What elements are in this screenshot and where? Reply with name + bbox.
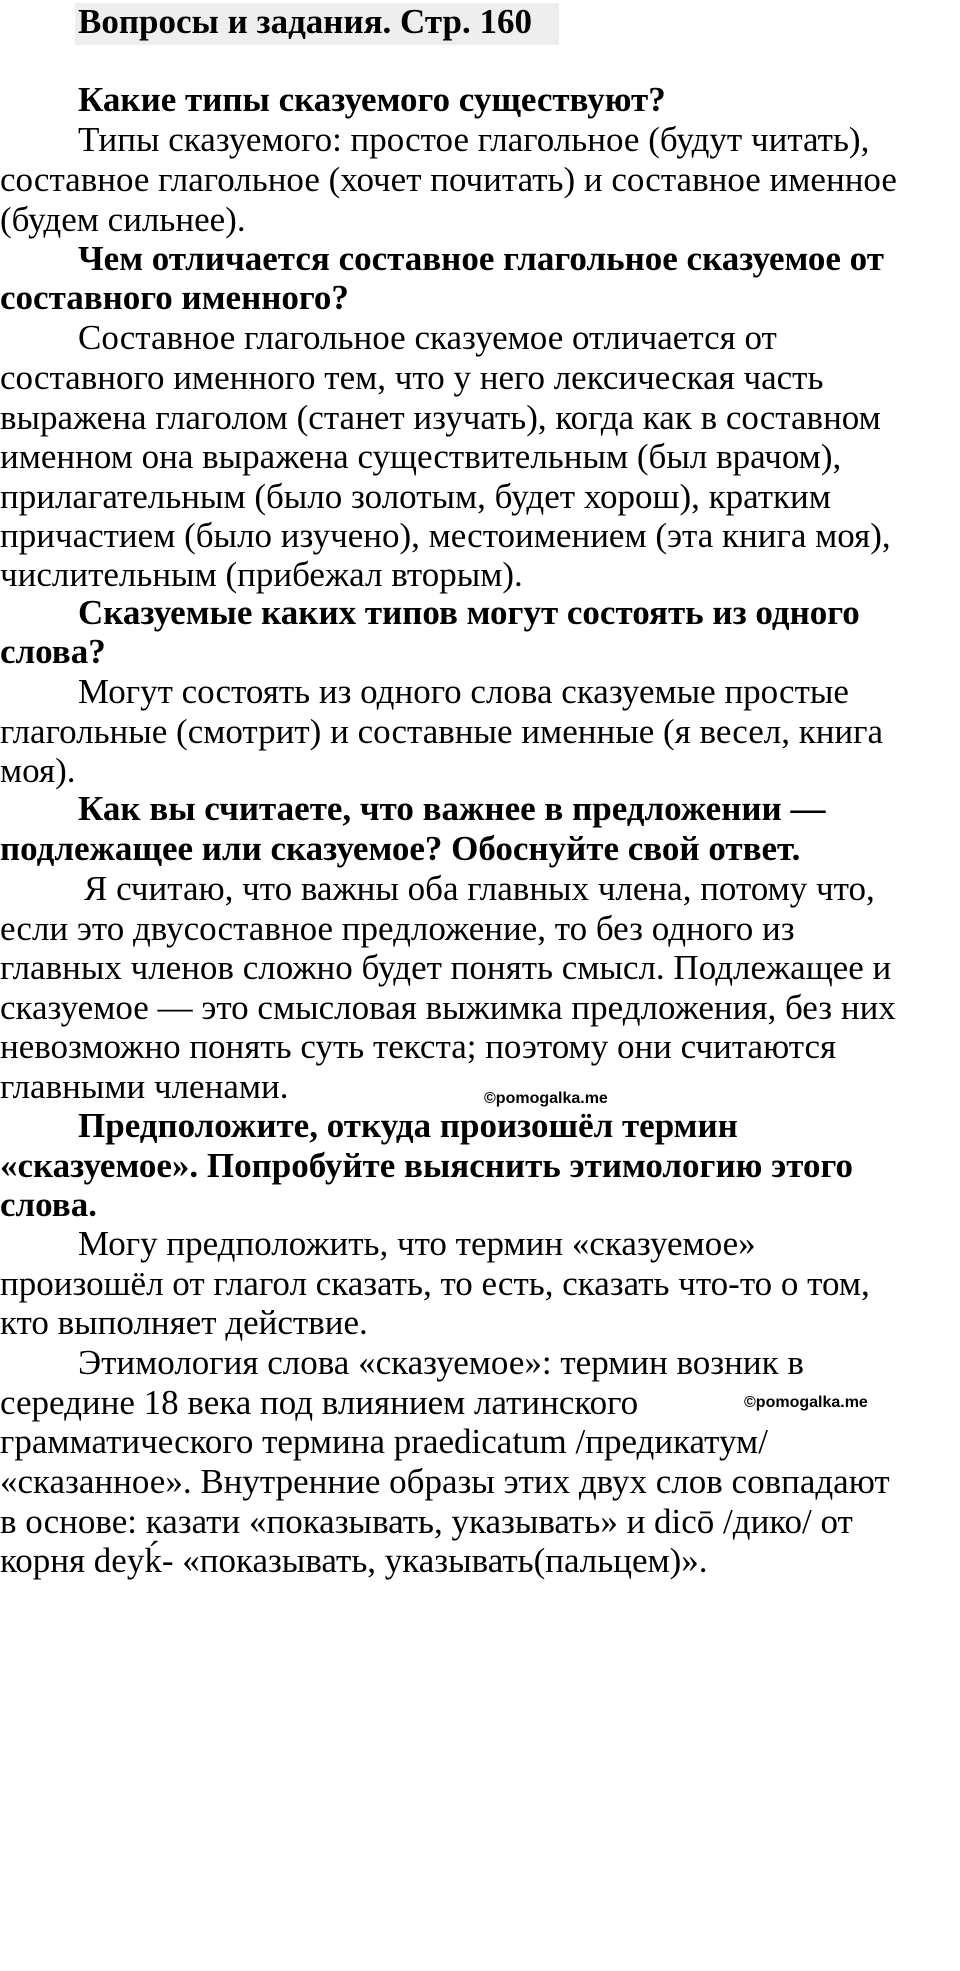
answer-1-line-3: (будем сильнее). bbox=[0, 200, 246, 239]
answer-2-line-3: выражена глаголом (станет изучать), когда как в составном bbox=[0, 398, 881, 437]
answer-2-line-7: числительным (прибежал вторым). bbox=[0, 555, 523, 594]
answer-2-line-1: Составное глагольное сказуемое отличается от bbox=[78, 318, 777, 357]
answer-2-line-4: именном она выражена существительным (был врачом), bbox=[0, 437, 842, 476]
answer-5-line-1: Могу предположить, что термин «сказуемое» bbox=[78, 1224, 756, 1263]
question-3-line-2: слова? bbox=[0, 632, 106, 671]
answer-3-line-1: Могут состоять из одного слова сказуемые простые bbox=[78, 672, 849, 711]
question-2-line-1: Чем отличается составное глагольное сказуемое от bbox=[78, 239, 884, 278]
answer-6-line-4: «сказанное». Внутренние образы этих двух слов совпадают bbox=[0, 1462, 890, 1501]
answer-4-line-6: главными членами. bbox=[0, 1067, 289, 1106]
answer-2-line-2: составного именного тем, что у него лексическая часть bbox=[0, 358, 824, 397]
answer-4-line-4: сказуемое — это смысловая выжимка предложения, без них bbox=[0, 988, 896, 1027]
answer-6-line-6: корня deyḱ- «показывать, указывать(пальцем)». bbox=[0, 1541, 708, 1580]
question-5-line-1: Предположите, откуда произошёл термин bbox=[78, 1106, 738, 1145]
question-5-line-3: слова. bbox=[0, 1185, 97, 1224]
answer-6-line-1: Этимология слова «сказуемое»: термин возник в bbox=[78, 1343, 804, 1382]
answer-5-line-2: произошёл от глагол сказать, то есть, сказать что-то о том, bbox=[0, 1264, 870, 1303]
answer-6-line-5: в основе: казати «показывать, указывать» и dicō /дико/ от bbox=[0, 1502, 853, 1541]
answer-3-line-2: глагольные (смотрит) и составные именные (я весел, книга bbox=[0, 712, 884, 751]
answer-4-line-2: если это двусоставное предложение, то без одного из bbox=[0, 909, 795, 948]
answer-4-line-3: главных членов сложно будет понять смысл. Подлежащее и bbox=[0, 948, 892, 987]
answer-2-line-6: причастием (было изучено), местоимением (эта книга моя), bbox=[0, 516, 891, 555]
answer-6-line-3: грамматического термина praedicatum /предикатум/ bbox=[0, 1422, 768, 1461]
answer-4-line-5: невозможно понять суть текста; поэтому они считаются bbox=[0, 1027, 837, 1066]
answer-2-line-5: прилагательным (было золотым, будет хорош), кратким bbox=[0, 477, 831, 516]
question-4-line-2: подлежащее или сказуемое? Обоснуйте свой ответ. bbox=[0, 829, 801, 868]
answer-5-line-3: кто выполняет действие. bbox=[0, 1303, 368, 1342]
watermark: ©pomogalka.me bbox=[484, 1090, 608, 1107]
question-2-line-2: составного именного? bbox=[0, 278, 349, 317]
answer-3-line-3: моя). bbox=[0, 751, 76, 790]
question-5-line-2: «сказуемое». Попробуйте выяснить этимологию этого bbox=[0, 1146, 853, 1185]
answer-1-line-1: Типы сказуемого: простое глагольное (будут читать), bbox=[78, 120, 870, 159]
answer-6-line-2: середине 18 века под влиянием латинского bbox=[0, 1383, 639, 1422]
question-3-line-1: Сказуемые каких типов могут состоять из одного bbox=[78, 593, 860, 632]
page-heading: Вопросы и задания. Стр. 160 bbox=[78, 2, 532, 41]
answer-4-line-1: Я считаю, что важны оба главных члена, потому что, bbox=[84, 869, 875, 908]
question-4-line-1: Как вы считаете, что важнее в предложении — bbox=[78, 789, 826, 828]
watermark: ©pomogalka.me bbox=[744, 1394, 868, 1411]
answer-1-line-2: составное глагольное (хочет почитать) и составное именное bbox=[0, 160, 897, 199]
question-1: Какие типы сказуемого существуют? bbox=[78, 80, 666, 119]
